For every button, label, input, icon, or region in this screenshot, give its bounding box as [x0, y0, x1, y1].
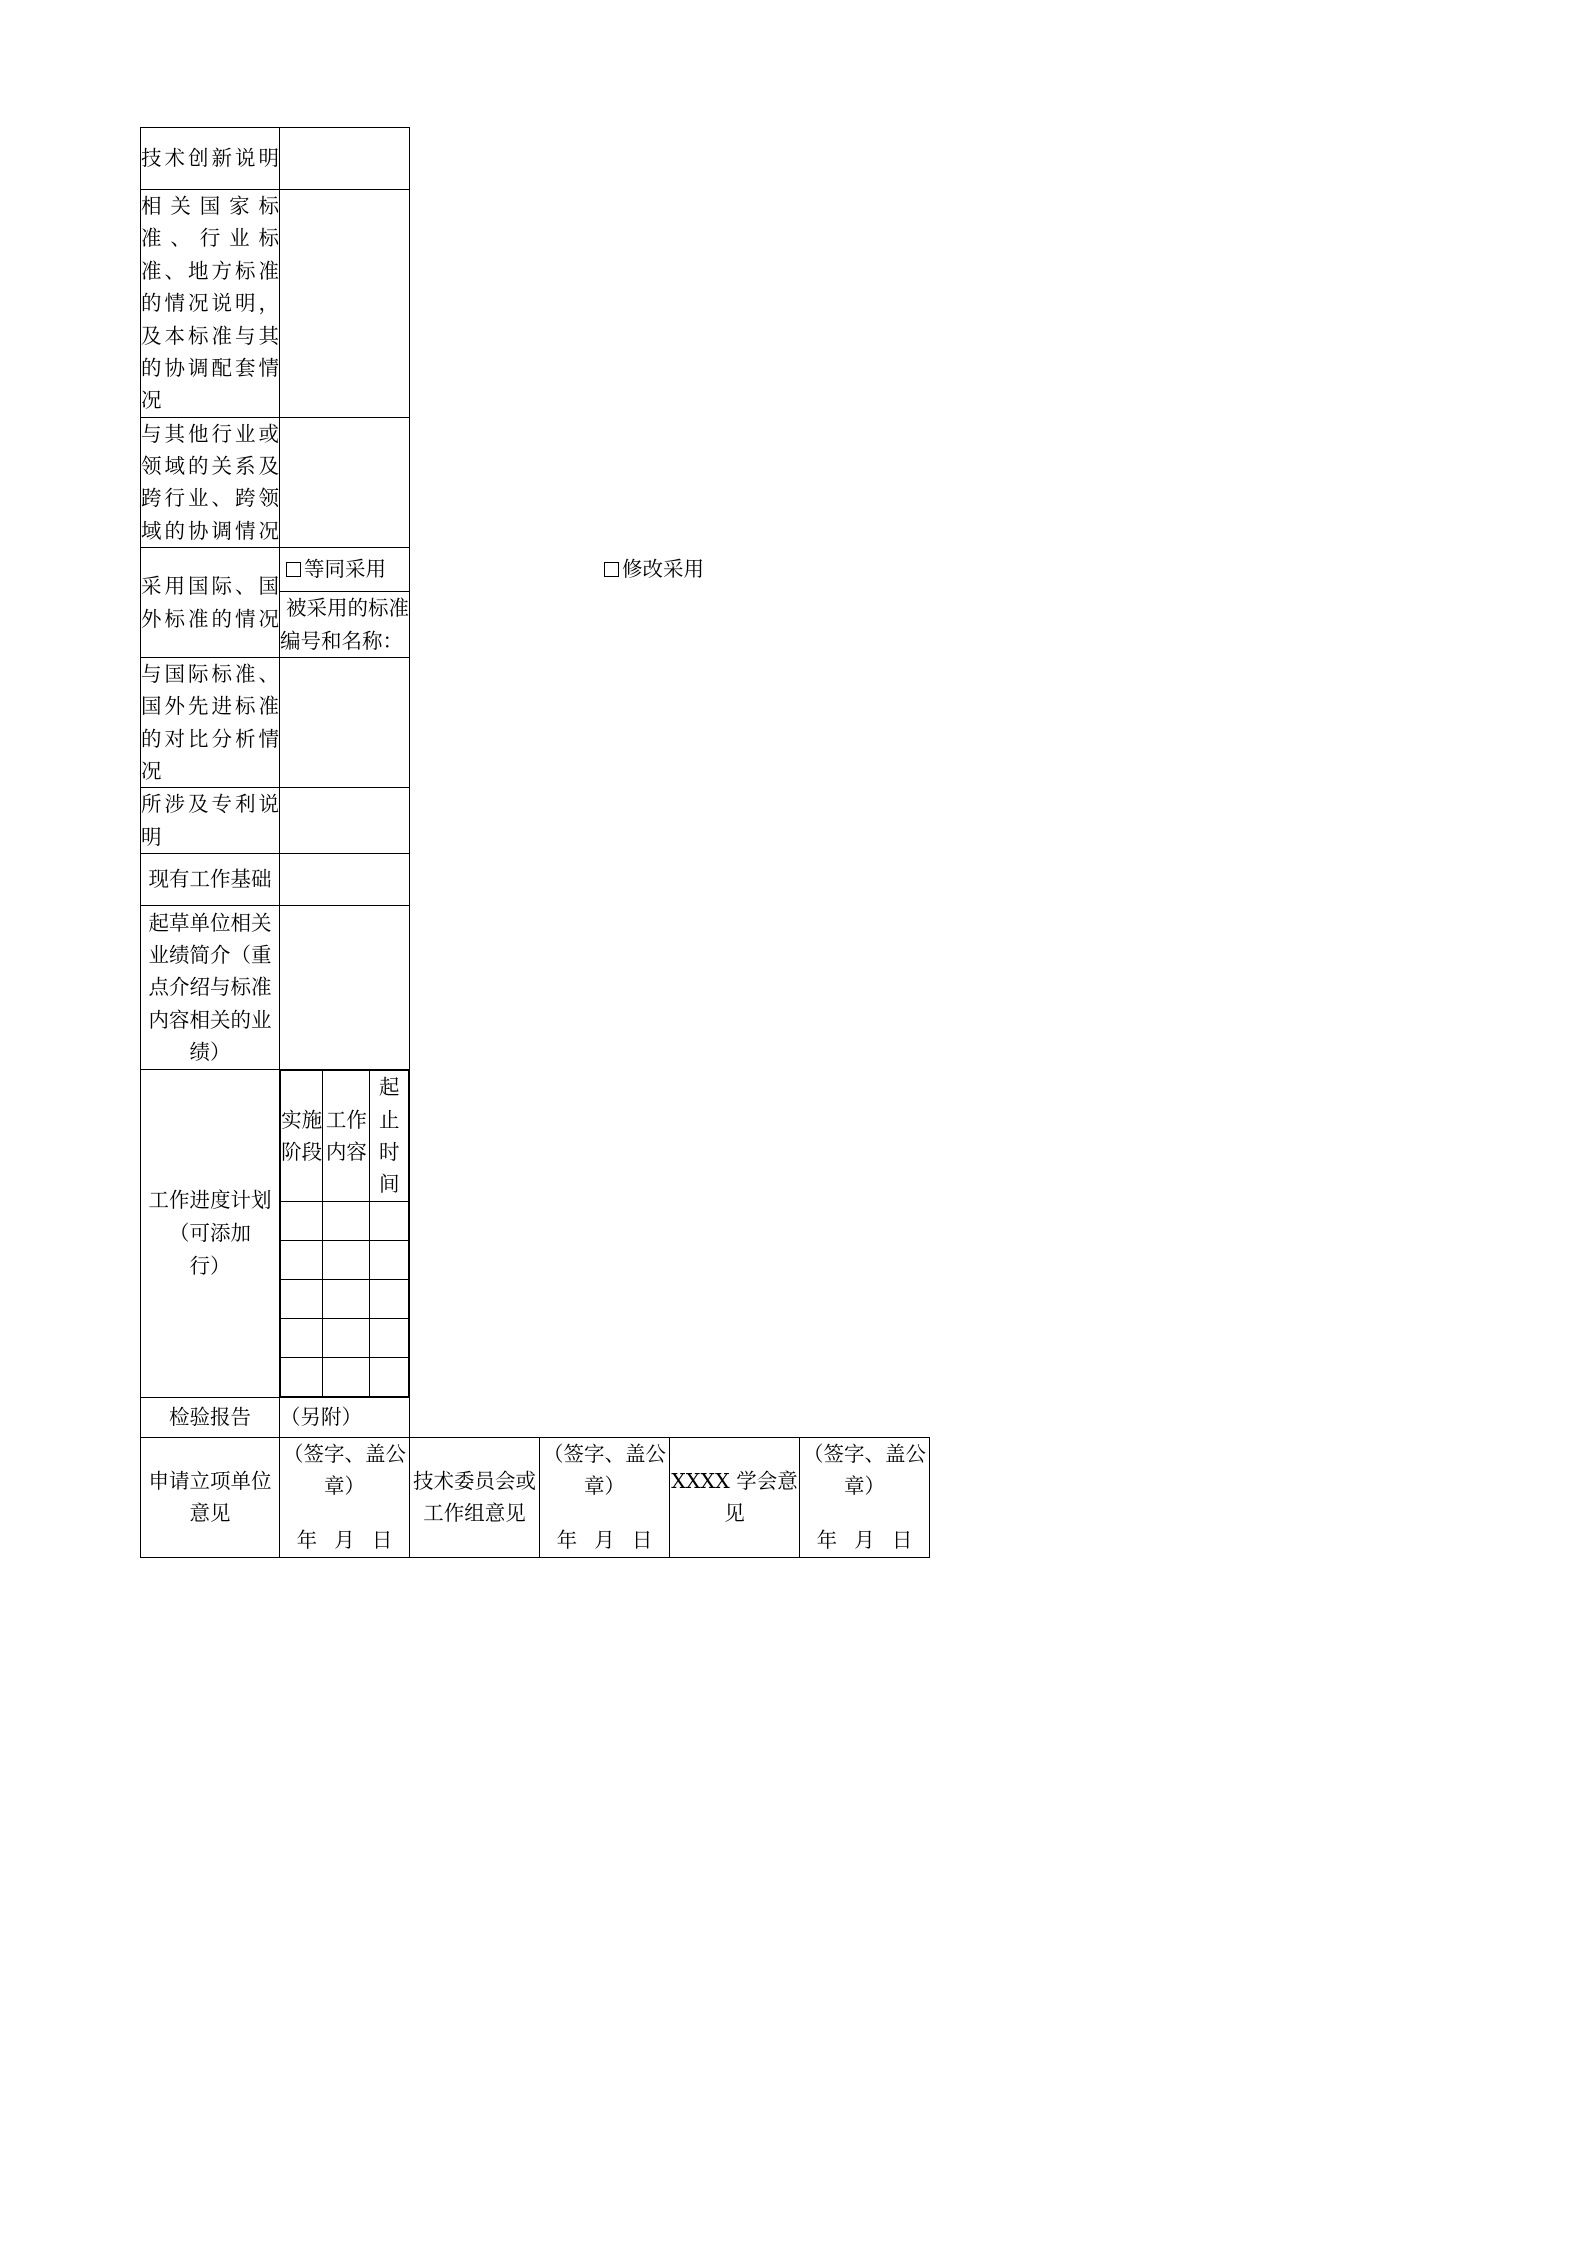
committee-date-line[interactable] — [540, 1524, 669, 1556]
value-drafting-unit-performance[interactable] — [280, 906, 410, 1070]
committee-stamp-text: （签字、盖公章） — [543, 1441, 666, 1498]
adoption-checkbox-group — [280, 548, 704, 592]
label-work-schedule-line2: （可添加 — [169, 1220, 251, 1245]
society-stamp-text: （签字、盖公章） — [803, 1441, 926, 1498]
label-drafting-unit-performance: 起草单位相关业绩简介（重点介绍与标准内容相关的业绩） — [141, 906, 280, 1070]
checkbox-modified-label: 修改采用 — [622, 557, 704, 582]
applicant-stamp-text: （签字、盖公章） — [283, 1441, 406, 1498]
label-related-standards: 相关国家标准、行业标准、地方标准的情况说明，及本标准与其的协调配套情况 — [141, 190, 280, 418]
checkbox-identical-label: 等同采用 — [304, 557, 386, 582]
schedule-row — [281, 1240, 409, 1279]
date-day-label: 日 — [371, 1528, 393, 1553]
table-row-comparison-analysis — [141, 657, 930, 788]
schedule-cell-phase[interactable] — [281, 1240, 323, 1279]
table-row-drafting-unit-performance — [141, 906, 930, 1070]
work-schedule-subtable-host — [280, 1070, 410, 1398]
label-technical-innovation: 技术创新说明 — [141, 128, 280, 190]
label-inspection-report: 检验报告 — [141, 1397, 280, 1437]
schedule-header-period: 起止时间 — [370, 1071, 409, 1202]
date-month-label: 月 — [334, 1528, 355, 1553]
value-related-standards[interactable] — [280, 190, 410, 418]
society-signature-block[interactable] — [800, 1437, 930, 1557]
schedule-row — [281, 1318, 409, 1357]
table-row-existing-basis — [141, 854, 930, 906]
label-work-schedule-line1: 工作进度计划 — [148, 1188, 272, 1213]
label-adoption-status: 采用国际、国外标准的情况 — [141, 548, 280, 658]
value-technical-innovation[interactable] — [280, 128, 410, 190]
checkbox-identical-adoption[interactable] — [286, 553, 386, 585]
schedule-cell-content[interactable] — [323, 1318, 370, 1357]
date-day-label: 日 — [891, 1528, 913, 1553]
label-applicant-opinion: 申请立项单位意见 — [141, 1437, 280, 1557]
label-work-schedule-line3: 行） — [189, 1253, 231, 1278]
value-cross-industry[interactable] — [280, 417, 410, 548]
applicant-date-line[interactable] — [280, 1524, 409, 1556]
checkbox-icon[interactable] — [286, 562, 301, 577]
date-month-label: 月 — [594, 1528, 615, 1553]
schedule-header-row — [281, 1071, 409, 1202]
schedule-row — [281, 1279, 409, 1318]
label-committee-opinion: 技术委员会或工作组意见 — [410, 1437, 540, 1557]
committee-signature-block[interactable] — [540, 1437, 670, 1557]
schedule-row — [281, 1357, 409, 1396]
schedule-cell-period[interactable] — [370, 1201, 409, 1240]
value-patent-statement[interactable] — [280, 788, 410, 854]
schedule-header-phase: 实施阶段 — [281, 1071, 323, 1202]
value-inspection-report: （另附） — [280, 1397, 410, 1437]
schedule-cell-content[interactable] — [323, 1240, 370, 1279]
date-year-label: 年 — [556, 1528, 578, 1553]
standard-proposal-form — [140, 127, 930, 1558]
value-comparison-analysis[interactable] — [280, 657, 410, 788]
table-row-adoption-options — [141, 548, 930, 592]
table-row-signatures — [141, 1437, 930, 1557]
schedule-cell-period[interactable] — [370, 1357, 409, 1396]
table-row-work-schedule — [141, 1070, 930, 1398]
schedule-cell-content[interactable] — [323, 1357, 370, 1396]
schedule-cell-phase[interactable] — [281, 1318, 323, 1357]
schedule-cell-phase[interactable] — [281, 1201, 323, 1240]
checkbox-modified-adoption[interactable] — [604, 553, 704, 585]
label-patent-statement: 所涉及专利说明 — [141, 788, 280, 854]
schedule-cell-period[interactable] — [370, 1240, 409, 1279]
schedule-cell-content[interactable] — [323, 1279, 370, 1318]
society-date-line[interactable] — [800, 1524, 929, 1556]
table-row-technical-innovation — [141, 128, 930, 190]
schedule-row — [281, 1201, 409, 1240]
schedule-header-content: 工作内容 — [323, 1071, 370, 1202]
date-day-label: 日 — [631, 1528, 653, 1553]
table-row-patent-statement — [141, 788, 930, 854]
adopted-standard-prompt-label: 被采用的标准编号和名称： — [280, 596, 409, 653]
table-row-related-standards — [141, 190, 930, 418]
adopted-standard-prompt[interactable] — [280, 592, 410, 658]
form-table — [140, 127, 930, 1558]
schedule-cell-phase[interactable] — [281, 1357, 323, 1396]
date-year-label: 年 — [296, 1528, 318, 1553]
table-row-inspection-report — [141, 1397, 930, 1437]
label-work-schedule — [141, 1070, 280, 1398]
schedule-cell-period[interactable] — [370, 1318, 409, 1357]
label-cross-industry: 与其他行业或领域的关系及跨行业、跨领域的协调情况 — [141, 417, 280, 548]
label-comparison-analysis: 与国际标准、国外先进标准的对比分析情况 — [141, 657, 280, 788]
checkbox-icon[interactable] — [604, 562, 619, 577]
label-society-opinion: XXXX 学会意见 — [670, 1437, 800, 1557]
label-existing-basis: 现有工作基础 — [141, 854, 280, 906]
date-year-label: 年 — [816, 1528, 838, 1553]
schedule-cell-phase[interactable] — [281, 1279, 323, 1318]
schedule-cell-period[interactable] — [370, 1279, 409, 1318]
table-row-cross-industry — [141, 417, 930, 548]
value-existing-basis[interactable] — [280, 854, 410, 906]
schedule-cell-content[interactable] — [323, 1201, 370, 1240]
work-schedule-table — [280, 1070, 409, 1397]
applicant-signature-block[interactable] — [280, 1437, 410, 1557]
date-month-label: 月 — [854, 1528, 875, 1553]
